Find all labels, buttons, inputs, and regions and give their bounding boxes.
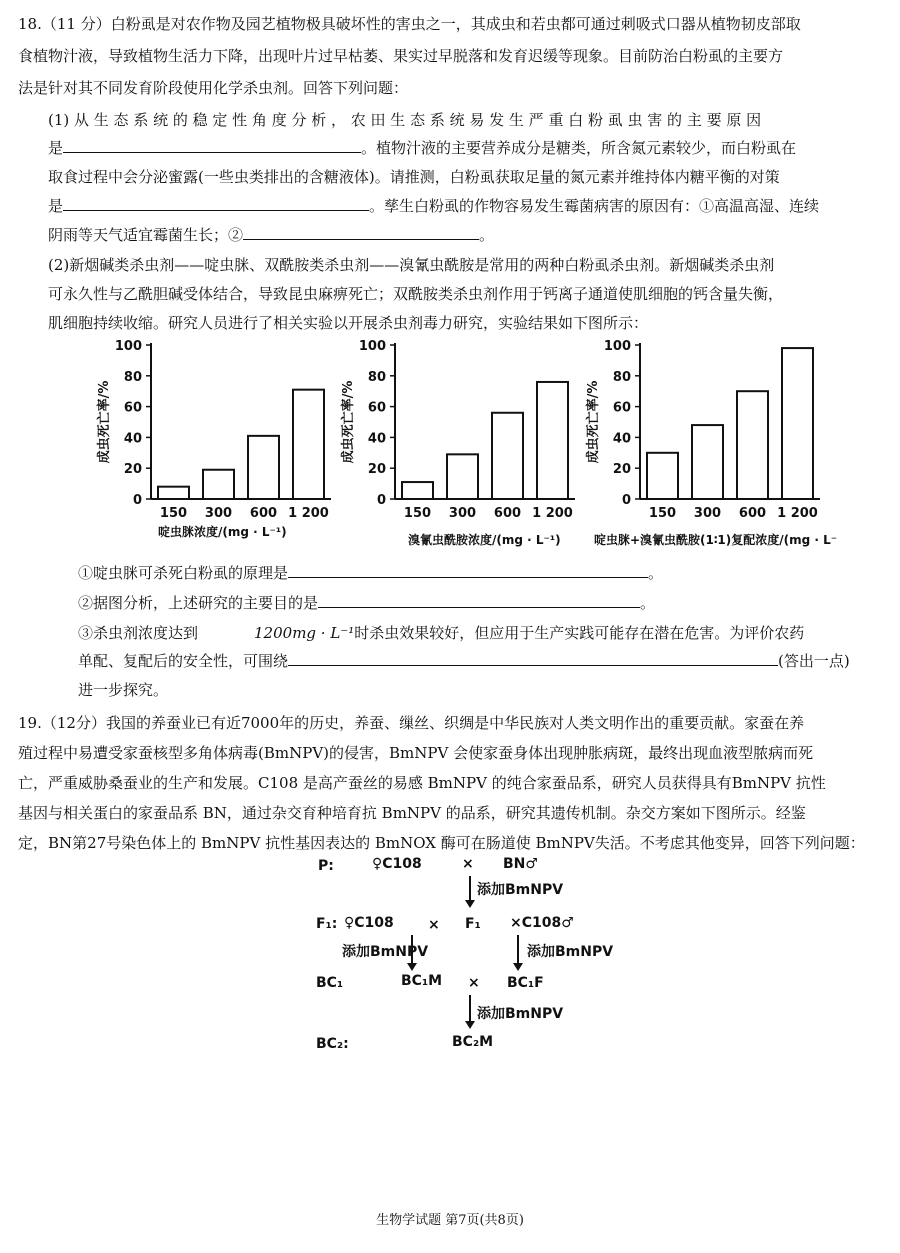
q18-line-3: 法是针对其不同发育阶段使用化学杀虫剂。回答下列问题： [18, 79, 409, 97]
q18-s3b-post: (答出一点) [778, 652, 850, 670]
cross-bc1-label: BC₁ [316, 975, 344, 991]
y-tick-label: 0 [621, 493, 631, 508]
q18-s3 [78, 621, 804, 645]
cross-bc1m: BC₁M [401, 973, 443, 989]
y-tick-label: 60 [612, 400, 631, 416]
bar [537, 382, 568, 499]
q18-s2 [78, 591, 655, 615]
answer-blank-5[interactable] [318, 591, 640, 608]
cross-f1: F₁ [465, 916, 481, 932]
y-tick-label: 40 [367, 431, 386, 447]
cross-p-male: BN♂ [503, 856, 538, 872]
q18-s2-post: 。 [640, 594, 656, 612]
q18-line-1: 18.（11 分）白粉虱是对农作物及园艺植物极具破坏性的害虫之一，其成虫和若虫都可通过刺吸式口器从植物韧皮部取 [18, 15, 801, 33]
cross-times-2: × [428, 917, 440, 933]
q18-p1-post: 。植物汁液的主要营养成分是糖类，所含氮元素较少，而白粉虱在 [361, 139, 797, 157]
q18-p1e-pre: 阴雨等天气适宜霉菌生长；② [48, 226, 244, 244]
cross-p-female: ♀C108 [372, 856, 422, 872]
y-tick-label: 100 [358, 339, 386, 354]
x-tick-label: 300 [693, 506, 722, 521]
y-tick-label: 20 [612, 462, 631, 478]
q18-p1-pre: 是 [48, 139, 64, 157]
y-axis-label: 成虫死亡率/% [586, 380, 601, 464]
y-tick-label: 20 [367, 462, 386, 478]
q18-p1-line-4 [48, 194, 819, 218]
x-tick-label: 150 [403, 506, 432, 521]
q19-line-1: 19.（12分）我国的养蚕业已有近7000年的历史，养蚕、缫丝、织绸是中华民族对人类文明作出的重要贡献。家蚕在养 [18, 714, 805, 732]
cross-add-1: 添加BmNPV [477, 882, 564, 898]
y-tick-label: 0 [376, 493, 386, 508]
y-tick-label: 40 [123, 431, 142, 447]
q18-s3-line-3: 进一步探究。 [78, 681, 169, 699]
x-tick-label: 600 [249, 506, 278, 521]
cross-bc2m: BC₂M [452, 1034, 494, 1050]
cross-f1-female: ♀C108 [344, 915, 394, 931]
bar [492, 413, 523, 499]
chart-2-xlabel: 溴氰虫酰胺浓度/(mg · L⁻¹) [408, 533, 561, 547]
x-tick-label: 600 [493, 506, 522, 521]
arrow-down-icon [517, 935, 519, 965]
answer-blank-4[interactable] [288, 561, 648, 578]
cross-add-3: 添加BmNPV [527, 944, 614, 960]
q18-p1e-post: 。 [479, 226, 495, 244]
q18-p2-line-2: 可永久性与乙酰胆碱受体结合，导致昆虫麻痹死亡；双酰胺类杀虫剂作用于钙离子通道使肌细胞的钙含量失衡， [48, 285, 784, 303]
cross-add-4: 添加BmNPV [477, 1006, 564, 1022]
y-tick-label: 20 [123, 462, 142, 478]
q18-p1-line-2 [48, 136, 796, 160]
q18-s1-post: 。 [648, 564, 664, 582]
q18-s1-pre: ①啶虫脒可杀死白粉虱的原理是 [78, 564, 289, 582]
x-tick-label: 1 200 [777, 506, 818, 521]
q18-s1 [78, 561, 663, 585]
cross-p-label: P: [318, 858, 334, 874]
q18-p1-line-3: 取食过程中会分泌蜜露(一些虫类排出的含糖液体)。请推测，白粉虱获取足量的氮元素并维持体内糖平衡的对策 [48, 168, 780, 186]
x-tick-label: 1 200 [532, 506, 573, 521]
y-tick-label: 100 [114, 339, 142, 354]
y-tick-label: 40 [612, 431, 631, 447]
q18-s2-pre: ②据图分析，上述研究的主要目的是 [78, 594, 319, 612]
q18-s3-line-2 [78, 649, 850, 673]
y-tick-label: 80 [367, 369, 386, 385]
chart-3-svg [585, 335, 825, 535]
chart-1-xlabel: 啶虫脒浓度/(mg · L⁻¹) [158, 525, 287, 539]
q18-s3-pre: ③杀虫剂浓度达到 [78, 624, 199, 642]
answer-blank-2[interactable] [63, 194, 369, 211]
page-footer: 生物学试题 第7页(共8页) [376, 1213, 524, 1228]
chart-3 [585, 335, 825, 539]
q19-line-2: 殖过程中易遭受家蚕核型多角体病毒(BmNPV)的侵害，BmNPV 会使家蚕身体出现肿胀病斑，最终出现血液型脓病而死 [18, 744, 814, 762]
cross-f1-label: F₁: [316, 916, 338, 932]
y-tick-label: 100 [603, 339, 631, 354]
cross-f1-male: ×C108♂ [510, 915, 574, 931]
q18-p2-line-1: (2)新烟碱类杀虫剂——啶虫脒、双酰胺类杀虫剂——溴氰虫酰胺是常用的两种白粉虱杀虫剂。新烟碱类杀虫剂 [48, 256, 775, 274]
x-tick-label: 300 [448, 506, 477, 521]
q18-p1-line-5 [48, 223, 494, 247]
cross-add-2: 添加BmNPV [342, 944, 429, 960]
q18-s3b-pre: 单配、复配后的安全性，可围绕 [78, 652, 289, 670]
y-tick-label: 80 [123, 369, 142, 385]
y-tick-label: 0 [132, 493, 142, 508]
x-tick-label: 1 200 [288, 506, 329, 521]
y-tick-label: 80 [612, 369, 631, 385]
q18-line-2: 食植物汁液，导致植物生活力下降，出现叶片过早枯萎、果实过早脱落和发育迟缓等现象。目前防治白粉虱的主要方 [18, 47, 784, 65]
q18-p1d-post: 。孳生白粉虱的作物容易发生霉菌病害的原因有：①高温高湿、连续 [369, 197, 820, 215]
x-tick-label: 600 [738, 506, 767, 521]
y-tick-label: 60 [367, 400, 386, 416]
cross-bc2-label: BC₂: [316, 1036, 349, 1052]
y-axis-label: 成虫死亡率/% [97, 380, 112, 464]
bar [737, 391, 768, 499]
bar [647, 453, 678, 499]
x-tick-label: 150 [159, 506, 188, 521]
q19-line-5: 定，BN第27号染色体上的 BmNPV 抗性基因表达的 BmNOX 酶可在肠道使 BmNPV失活。不考虑其他变异，回答下列问题： [18, 834, 865, 852]
bar [782, 348, 813, 499]
cross-times-3: × [468, 975, 480, 991]
bar [447, 454, 478, 499]
bar [248, 436, 279, 499]
q18-s3-formula: 1200mg · L⁻¹ [254, 624, 355, 642]
arrow-down-icon [469, 995, 471, 1023]
y-tick-label: 60 [123, 400, 142, 416]
x-tick-label: 300 [204, 506, 233, 521]
bar [158, 487, 189, 499]
bar [203, 470, 234, 499]
q18-p1d-pre: 是 [48, 197, 64, 215]
y-axis-label: 成虫死亡率/% [341, 380, 356, 464]
answer-blank-6[interactable] [288, 649, 778, 666]
chart-2-svg [340, 335, 580, 535]
chart-1-svg [96, 335, 336, 535]
answer-blank-3[interactable] [243, 223, 479, 240]
chart-1 [96, 335, 336, 539]
cross-times-1: × [462, 856, 474, 872]
q19-line-3: 亡，严重威胁桑蚕业的生产和发展。C108 是高产蚕丝的易感 BmNPV 的纯合家蚕品系，研究人员获得具有BmNPV 抗性 [18, 774, 826, 792]
q19-line-4: 基因与相关蛋白的家蚕品系 BN，通过杂交育种培育抗 BmNPV 的品系，研究其遗传机制。杂交方案如下图所示。经鉴 [18, 804, 806, 822]
chart-2 [340, 335, 580, 539]
q18-s3-post: 时杀虫效果较好，但应用于生产实践可能存在潜在危害。为评价农药 [354, 624, 805, 642]
answer-blank-1[interactable] [63, 136, 361, 153]
bar [293, 390, 324, 499]
bar [692, 425, 723, 499]
cross-bc1f: BC₁F [507, 975, 544, 991]
x-tick-label: 150 [648, 506, 677, 521]
chart-3-xlabel: 啶虫脒+溴氰虫酰胺(1∶1)复配浓度/(mg · L⁻ [594, 533, 838, 547]
arrow-down-icon [469, 876, 471, 902]
bar [402, 482, 433, 499]
q18-p2-line-3: 肌细胞持续收缩。研究人员进行了相关实验以开展杀虫剂毒力研究，实验结果如下图所示： [48, 314, 649, 332]
q18-p1-line-1: (1) 从 生 态 系 统 的 稳 定 性 角 度 分 析 ， 农 田 生 态 系 统 易 发 生 严 重 白 粉 虱 虫 害 的 主 要 原 因 [48, 111, 762, 129]
